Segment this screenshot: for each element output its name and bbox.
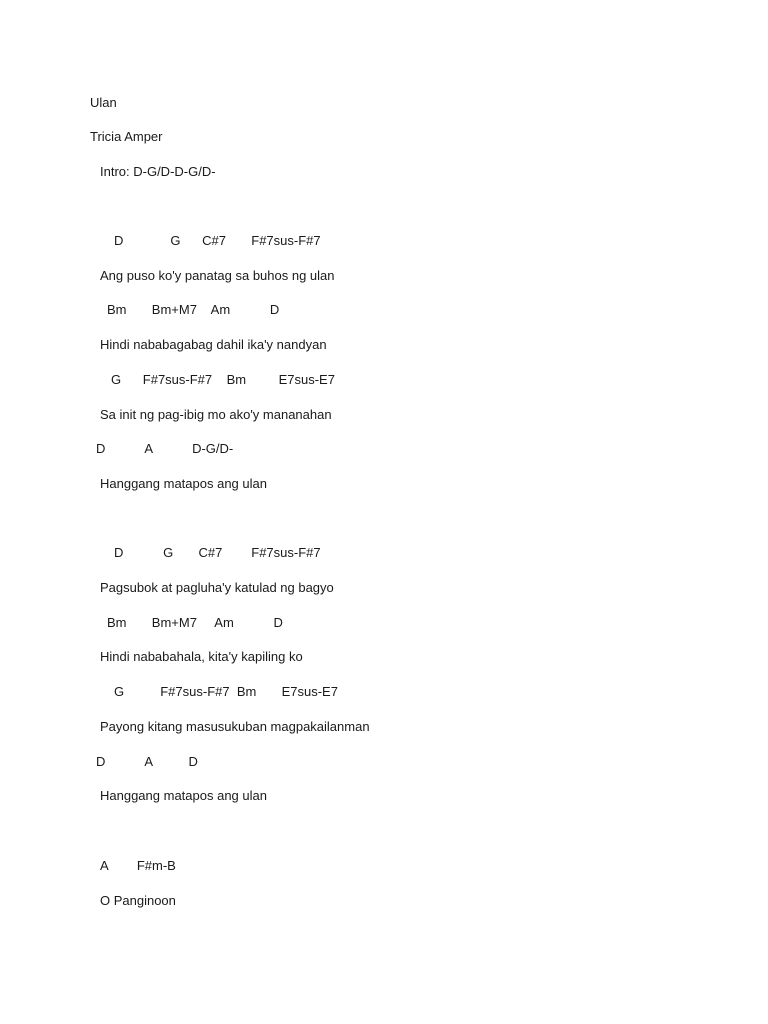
lyric-line: Hanggang matapos ang ulan: [100, 476, 267, 491]
intro-chords: Intro: D-G/D-D-G/D-: [100, 164, 216, 179]
chord-line: G F#7sus-F#7 Bm E7sus-E7: [111, 372, 335, 387]
song-artist: Tricia Amper: [90, 129, 163, 144]
lyric-line: Payong kitang masusukuban magpakailanman: [100, 719, 370, 734]
lyric-line: Sa init ng pag-ibig mo ako'y mananahan: [100, 407, 332, 422]
chord-line: Bm Bm+M7 Am D: [107, 302, 280, 317]
lyric-line: Hindi nababagabag dahil ika'y nandyan: [100, 337, 327, 352]
chord-line: D A D-G/D-: [96, 441, 234, 456]
lyric-line: Ang puso ko'y panatag sa buhos ng ulan: [100, 268, 335, 283]
song-title: Ulan: [90, 95, 117, 110]
lyric-line: Hindi nababahala, kita'y kapiling ko: [100, 649, 303, 664]
chord-line: Bm Bm+M7 Am D: [107, 615, 283, 630]
lyric-line: Hanggang matapos ang ulan: [100, 788, 267, 803]
lyric-line: O Panginoon: [100, 893, 176, 908]
chord-line: D A D: [96, 754, 198, 769]
lyric-line: Pagsubok at pagluha'y katulad ng bagyo: [100, 580, 334, 595]
chord-line: D G C#7 F#7sus-F#7: [114, 545, 321, 560]
chord-line: D G C#7 F#7sus-F#7: [114, 233, 321, 248]
chord-line: A F#m-B: [100, 858, 176, 873]
chord-line: G F#7sus-F#7 Bm E7sus-E7: [114, 684, 338, 699]
